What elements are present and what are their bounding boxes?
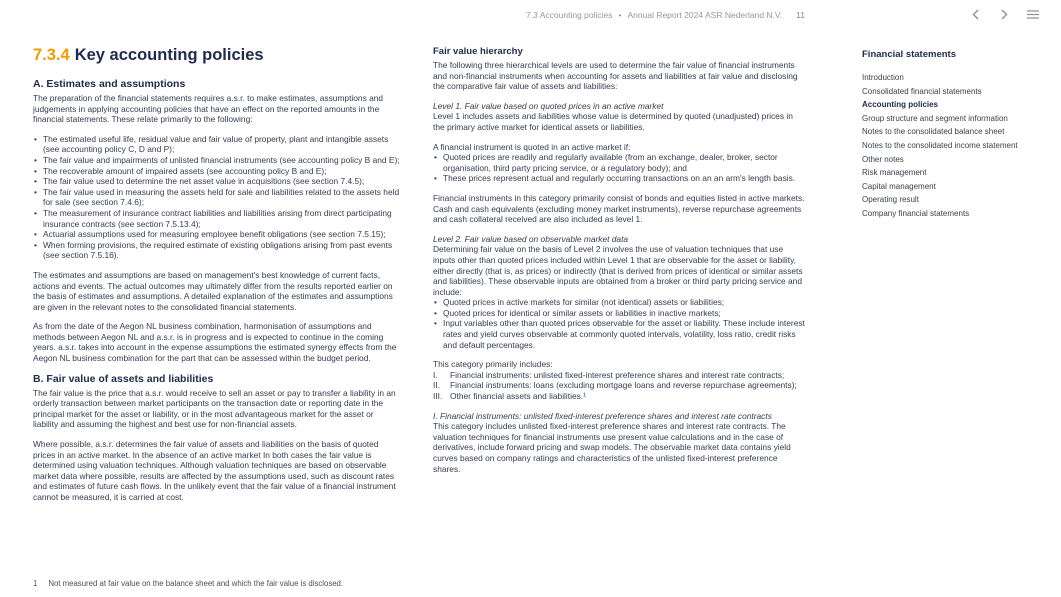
paragraph: This category includes unlisted fixed-interest preference shares and interest rate contracts. The valuation techniques for financial instruments use present value calculations and in the case of derivatives, include forward pricing and swap models. The observable market data contains yield curves based on company ratings and characteristics of the unlisted fixed-interest preference shares. [433, 421, 791, 474]
footnote-marker: 1 [33, 579, 38, 588]
sidebar-item-other-notes[interactable]: Other notes [862, 154, 904, 164]
heading-fair-value-of-assets: B. Fair value of assets and liabilities [33, 372, 214, 385]
level-2-heading: Level 2. Fair value based on observable market data [433, 233, 629, 244]
middle-column [433, 46, 805, 573]
sidebar-item-notes-income-statement[interactable]: Notes to the consolidated income statement [862, 140, 1018, 150]
estimates-bullet-list [33, 134, 401, 261]
paragraph: Determining fair value on the basis of Level 2 involves the use of valuation techniques that use inputs other than quoted prices included within Level 1 that are observable for the asset or liability, either directly (that is, as prices) or indirectly (that is derived from prices of identical or similar assets and liabilities). These observable inputs are obtained from a broker or third party pricing service and include: [433, 244, 803, 297]
sidebar-nav [862, 71, 1040, 221]
paragraph: A financial instrument is quoted in an active market if: [433, 141, 631, 152]
list-item: • Quoted prices in active markets for similar (not identical) assets or liabilities; [433, 297, 805, 308]
list-item: • The fair value used in measuring the assets held for sale and liabilities related to the assets held for sale (see section 7.4.6); [33, 187, 401, 208]
back-arrow-icon[interactable] [968, 8, 982, 21]
list-item: • The estimated useful life, residual value and fair value of property, plant and intangible assets (see accounting policy C, D and P); [33, 134, 401, 155]
sidebar-item-operating-result[interactable]: Operating result [862, 195, 919, 205]
sidebar-item-consolidated-financial-statements[interactable]: Consolidated financial statements [862, 86, 982, 96]
roman-marker: I. [433, 369, 438, 380]
heading-fair-value-hierarchy: Fair value hierarchy [433, 46, 523, 57]
forward-arrow-icon[interactable] [997, 8, 1011, 21]
list-item: • Quoted prices for identical or similar assets or liabilities in inactive markets; [433, 308, 805, 319]
page-number: 11 [796, 10, 805, 20]
running-header [526, 10, 805, 20]
sub-category-1-block [433, 411, 805, 475]
paragraph: Level 1 includes assets and liabilities whose value is determined by quoted (unadjusted) prices in the primary active market for identical assets or liabilities. [433, 111, 793, 132]
list-item: • Input variables other than quoted prices observable for the asset or liability. These include interest rates and yield curves observable at commonly quoted intervals, volatility, loss ratio, credit risks and default percentages. [433, 318, 805, 350]
list-item: • The measurement of insurance contract liabilities and liabilities arising from direct participating insurance contracts (see section 7.5.13.4); [33, 208, 401, 229]
level-2-block [433, 234, 805, 351]
quoted-conditions-list [433, 152, 805, 184]
sidebar-item-company-financial-statements[interactable]: Company financial statements [862, 208, 970, 218]
paragraph: Where possible, a.s.r. determines the fair value of assets and liabilities on the basis of quoted prices in an active market. In the absence of an active market In both cases the fair value is determined using valuation techniques. Although valuation techniques are based on observable market data where possible, results are affected by the assumptions used, such as discount rates and estimates of future cash flows. In the unlikely event that the fair value of a financial instrument cannot be measured, it is carried at cost. [33, 439, 396, 502]
sidebar-item-notes-balance-sheet[interactable]: Notes to the consolidated balance sheet [862, 127, 1005, 137]
breadcrumb-separator: • [618, 10, 622, 20]
page-content [33, 46, 1040, 573]
viewer-controls [968, 8, 1040, 21]
section-title-text: Key accounting policies [74, 46, 264, 64]
list-item: • The recoverable amount of impaired assets (see accounting policy B and E); [33, 166, 401, 177]
menu-icon[interactable] [1026, 8, 1040, 21]
observable-inputs-list [433, 297, 805, 350]
sidebar-item-group-structure[interactable]: Group structure and segment information [862, 113, 1008, 123]
paragraph: The preparation of the financial statements requires a.s.r. to make estimates, assumptions and judgements in applying accounting policies that have an effect on the reported amounts in the financial statements. These relate primarily to the following: [33, 93, 384, 125]
section-number: 7.3.4 [33, 46, 70, 64]
level-1-heading: Level 1. Fair value based on quoted prices in an active market [433, 100, 664, 111]
left-column [33, 46, 401, 573]
list-item: • These prices represent actual and regularly occurring transactions on an an arm's length basis. [433, 173, 805, 184]
paragraph: The following three hierarchical levels are used to determine the fair value of financial instruments and non-financial instruments when accounting for assets and liabilities at fair value and disclosing the comparative fair value of assets and liabilities: [433, 60, 798, 92]
paragraph: As from the date of the Aegon NL business combination, harmonisation of assumptions and methods between Aegon NL and a.s.r. is in progress and is expected to continue in the coming years. a.s.r. takes into account in the expense assumptions the estimated synergy effects from the Aegon NL business combination for the part that can be assessed within the budget period. [33, 321, 397, 364]
list-item: • The fair value and impairments of unlisted financial instruments (see accounting policy B and E); [33, 155, 401, 166]
paragraph: This category primarily includes: [433, 359, 553, 370]
roman-marker: III. [433, 391, 443, 402]
sub-category-1-heading: I. Financial instruments: unlisted fixed-interest preference shares and interest rate contracts [433, 410, 772, 421]
heading-estimates-and-assumptions: A. Estimates and assumptions [33, 78, 186, 90]
paragraph: The fair value is the price that a.s.r. would receive to sell an asset or pay to transfer a liability in an orderly transaction between market participants on the transaction date or reporting date in the principal market for the asset or liability, or in the most advantageous market for the asset or liability and assuming the highest and best use for non-financial assets. [33, 387, 396, 430]
list-item: • Quoted prices are readily and regularly available (from an exchange, dealer, broker, sector organisation, third party pricing service, or a regulatory body); and [433, 152, 805, 173]
list-item: • The fair value used to determine the net asset value in acquisitions (see section 7.4.5); [33, 176, 401, 187]
sidebar-item-capital-management[interactable]: Capital management [862, 181, 936, 191]
list-item: II. Financial instruments: loans (excluding mortgage loans and reverse repurchase agreements); [433, 380, 797, 391]
page-title [33, 46, 401, 65]
sidebar-item-accounting-policies[interactable]: Accounting policies [862, 100, 939, 110]
list-item: • Actuarial assumptions used for measuring employee benefit obligations (see section 7.5.15); [33, 229, 401, 240]
paragraph: The estimates and assumptions are based on management's best knowledge of current facts, actions and events. The actual outcomes may ultimately differ from the results reported earlier on the basis of estimates and assumptions. A detailed explanation of the estimates and assumptions are given in the relevant notes to the consolidated financial statements. [33, 269, 393, 312]
list-item: • When forming provisions, the required estimate of existing obligations arising from past events (see section 7.5.16). [33, 240, 401, 261]
sidebar-navigation [862, 46, 1040, 573]
level-1-block [433, 101, 805, 133]
sidebar-title: Financial statements [862, 49, 956, 60]
report-title: Annual Report 2024 ASR Nederland N.V. [627, 10, 783, 20]
category-includes-list [433, 370, 805, 402]
list-item: I. Financial instruments: unlisted fixed-interest preference shares and interest rate contracts; [433, 369, 785, 380]
list-item: III. Other financial assets and liabilities.¹ [433, 391, 586, 402]
roman-marker: II. [433, 380, 440, 391]
footnote-text: Not measured at fair value on the balance sheet and which the fair value is disclosed. [48, 579, 344, 588]
sidebar-item-introduction[interactable]: Introduction [862, 73, 904, 82]
sidebar-item-risk-management[interactable]: Risk management [862, 168, 927, 178]
footnote [33, 579, 413, 588]
paragraph: Financial instruments in this category primarily consist of bonds and equities listed in active markets. Cash and cash equivalents (excluding money market instruments), reverse repurchase agreements and cash collateral received are also included as level 1. [433, 192, 805, 225]
breadcrumb: 7.3 Accounting policies [526, 10, 613, 20]
